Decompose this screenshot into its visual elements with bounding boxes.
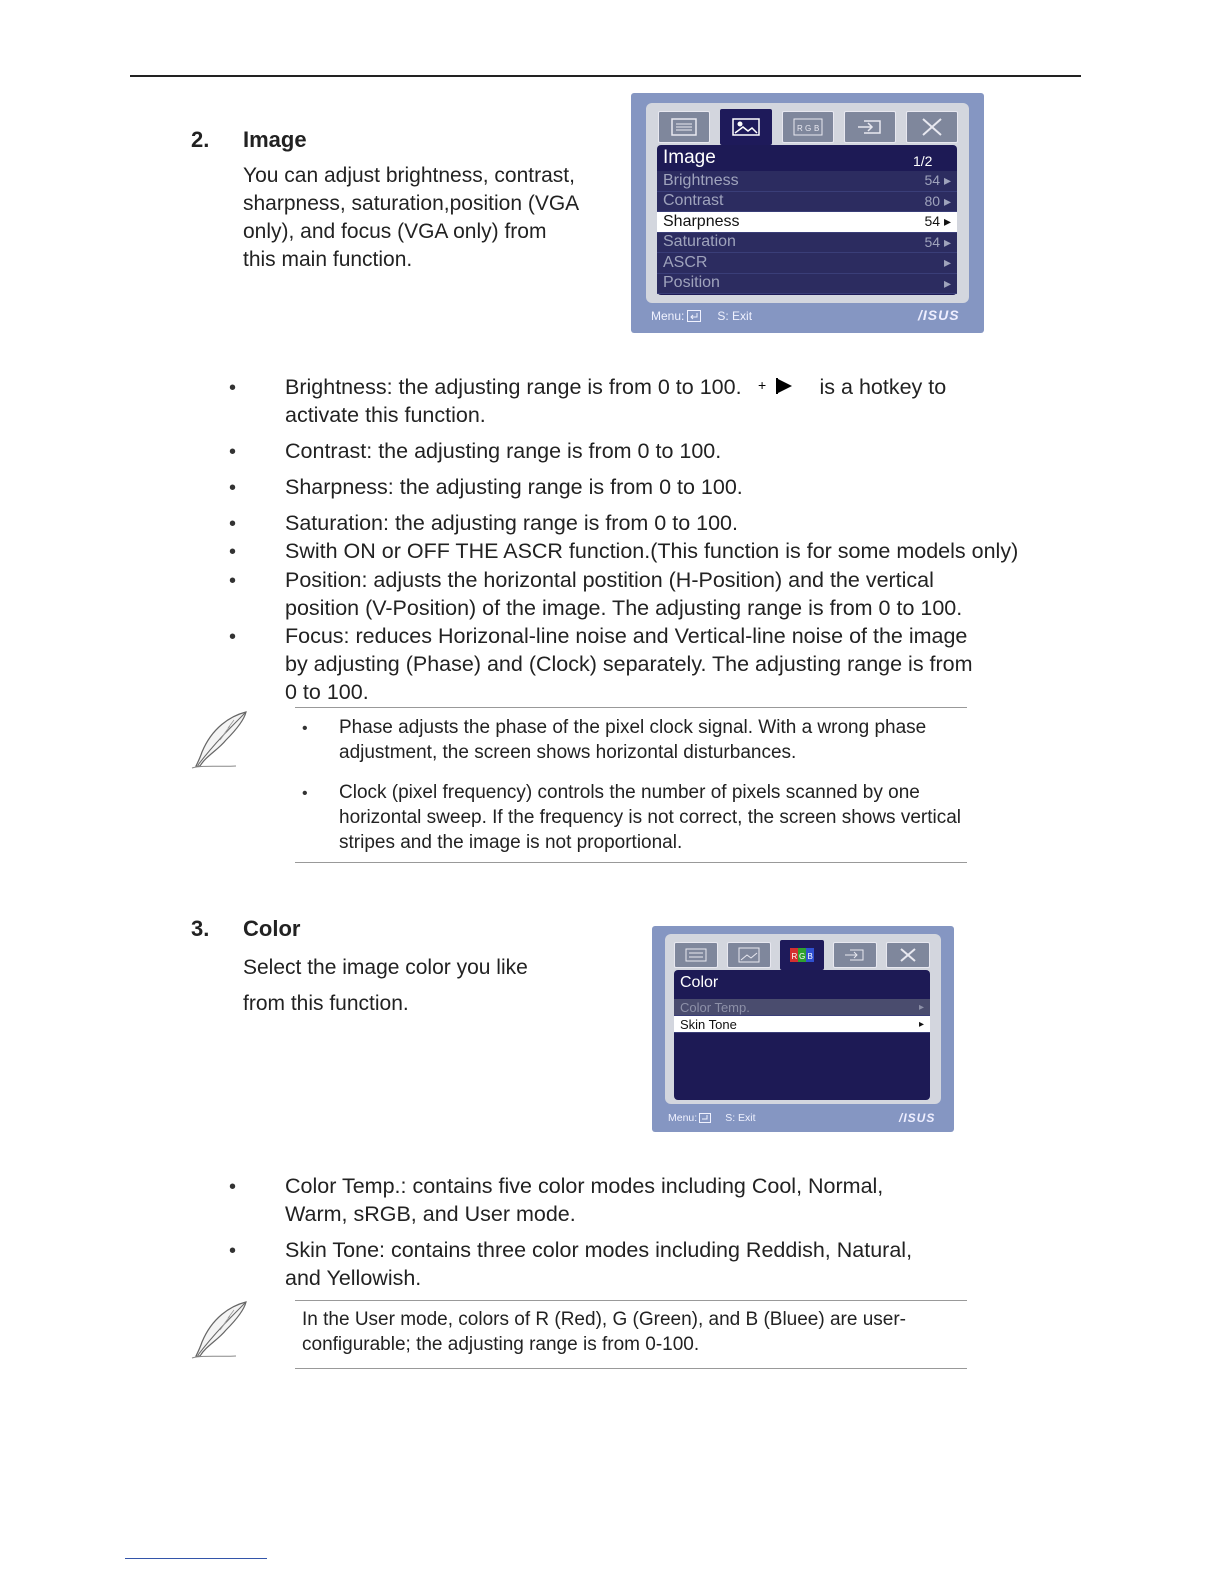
quill-note-icon bbox=[190, 1300, 252, 1362]
section-title: Image bbox=[243, 127, 307, 152]
hotkey-icon bbox=[758, 376, 800, 396]
section-intro: You can adjust brightness, contrast, sharpness, saturation,position (VGA only), and focus (VGA only) from this main function. bbox=[243, 164, 580, 271]
osd-title: Image bbox=[663, 147, 716, 168]
section-number: 2. bbox=[191, 127, 210, 152]
bullet-mark: • bbox=[229, 1240, 237, 1262]
bullet-ascr: Swith ON or OFF THE ASCR function.(This function is for some models only) bbox=[285, 539, 1019, 563]
osd-color-screen bbox=[674, 970, 930, 1100]
asus-logo: /ISUS bbox=[899, 1111, 936, 1125]
note-bottom-rule bbox=[295, 1368, 967, 1369]
svg-text:B: B bbox=[814, 124, 820, 133]
picture-icon bbox=[738, 947, 760, 963]
osd-item-ascr[interactable]: ASCR ▸ bbox=[657, 253, 957, 274]
osd-footer: Menu: S: Exit bbox=[651, 309, 753, 323]
osd-item-skin-tone[interactable]: Skin Tone ▸ bbox=[674, 1016, 930, 1033]
input-select-icon bbox=[856, 117, 884, 137]
tab-splendid[interactable] bbox=[658, 111, 710, 143]
bullet-position: Position: adjusts the horizontal postition (H-Position) and the vertical position (V-Position) of the image. The adjusting range is from 0 to 100. bbox=[285, 568, 963, 620]
note-top-rule bbox=[295, 707, 967, 708]
section-title: Color bbox=[243, 916, 301, 941]
note-bullet-mark: • bbox=[302, 720, 308, 737]
osd-image-menu bbox=[631, 93, 984, 333]
note-bullet-mark: • bbox=[302, 785, 308, 802]
bullet-mark: • bbox=[229, 377, 237, 399]
tools-icon bbox=[898, 946, 918, 964]
enter-icon bbox=[687, 310, 701, 322]
osd-image-screen bbox=[657, 145, 957, 295]
osd-title: Color bbox=[680, 974, 719, 991]
osd-page-indicator: 1/2 bbox=[913, 153, 933, 169]
input-select-icon bbox=[843, 947, 867, 963]
rgb-icon bbox=[789, 947, 815, 963]
osd-footer: Menu: S: Exit bbox=[668, 1112, 756, 1124]
bullet-contrast: Contrast: the adjusting range is from 0 to 100. bbox=[285, 439, 722, 463]
osd-item-brightness[interactable]: Brightness 54 ▸ bbox=[657, 171, 957, 192]
tools-icon bbox=[920, 116, 944, 138]
enter-icon bbox=[699, 1113, 711, 1123]
bullet-focus: Focus: reduces Horizonal-line noise and Vertical-line noise of the image by adjusting (Phase) and (Clock) separately. The adjusting range is from 0 to 100. bbox=[285, 624, 973, 704]
bullet-brightness: Brightness: the adjusting range is from 0 to 100. + is a hotkey to activate this function. bbox=[285, 375, 947, 427]
footer-rule bbox=[125, 1558, 267, 1559]
bullet-skin-tone: Skin Tone: contains three color modes including Reddish, Natural, and Yellowish. bbox=[285, 1238, 913, 1290]
svg-text:G: G bbox=[799, 952, 806, 961]
sliders-icon bbox=[671, 118, 697, 136]
bullet-saturation: Saturation: the adjusting range is from 0 to 100. bbox=[285, 511, 738, 535]
svg-text:B: B bbox=[807, 952, 813, 961]
bullet-mark: • bbox=[229, 626, 237, 648]
note-phase: Phase adjusts the phase of the pixel clock signal. With a wrong phase adjustment, the screen shows horizontal disturbances. bbox=[339, 717, 927, 763]
note-bottom-rule bbox=[295, 862, 967, 863]
osd-item-contrast[interactable]: Contrast 80 ▸ bbox=[657, 192, 957, 213]
note-user-mode: In the User mode, colors of R (Red), G (Green), and B (Bluee) are user- configurable; the adjusting range is from 0-100. bbox=[302, 1309, 907, 1355]
sliders-icon bbox=[685, 948, 707, 962]
tab-system-setup[interactable] bbox=[906, 111, 958, 143]
bullet-mark: • bbox=[229, 570, 237, 592]
osd-item-position[interactable]: Position ▸ bbox=[657, 274, 957, 295]
bullet-color-temp: Color Temp.: contains five color modes including Cool, Normal, Warm, sRGB, and User mode. bbox=[285, 1174, 884, 1226]
note-top-rule bbox=[295, 1300, 967, 1301]
svg-text:R: R bbox=[797, 124, 803, 133]
osd-item-color-temp[interactable]: Color Temp. ▸ bbox=[674, 999, 930, 1016]
osd-item-saturation[interactable]: Saturation 54 ▸ bbox=[657, 233, 957, 254]
osd-item-sharpness[interactable]: Sharpness 54 ▸ bbox=[657, 212, 957, 233]
bullet-sharpness: Sharpness: the adjusting range is from 0 to 100. bbox=[285, 475, 743, 499]
osd-item-list bbox=[657, 171, 957, 294]
tab-color[interactable] bbox=[782, 111, 834, 143]
picture-icon bbox=[732, 117, 760, 137]
tab-image[interactable] bbox=[720, 109, 772, 145]
section-number: 3. bbox=[191, 916, 210, 941]
rgb-icon bbox=[793, 118, 823, 136]
tab-image[interactable] bbox=[727, 942, 771, 968]
osd-color-menu bbox=[652, 926, 954, 1132]
tab-splendid[interactable] bbox=[674, 942, 718, 968]
tab-input[interactable] bbox=[844, 111, 896, 143]
bullet-mark: • bbox=[229, 477, 237, 499]
tab-color[interactable] bbox=[780, 940, 824, 970]
svg-text:G: G bbox=[805, 124, 812, 133]
note-clock: Clock (pixel frequency) controls the number of pixels scanned by one horizontal sweep. If the frequency is not correct, the screen shows vertical stripes and the image is not proportional. bbox=[339, 782, 962, 853]
svg-text:R: R bbox=[791, 952, 798, 961]
bullet-mark: • bbox=[229, 441, 237, 463]
osd-item-list bbox=[674, 999, 930, 1033]
tab-system-setup[interactable] bbox=[886, 942, 930, 968]
quill-note-icon bbox=[190, 710, 252, 772]
asus-logo: /ISUS bbox=[918, 307, 960, 323]
bullet-mark: • bbox=[229, 541, 237, 563]
section-intro: Select the image color you like from this function. bbox=[243, 956, 528, 1015]
bullet-mark: • bbox=[229, 513, 237, 535]
svg-text:+: + bbox=[757, 377, 766, 393]
top-rule bbox=[130, 75, 1081, 77]
tab-input[interactable] bbox=[833, 942, 877, 968]
bullet-mark: • bbox=[229, 1176, 237, 1198]
